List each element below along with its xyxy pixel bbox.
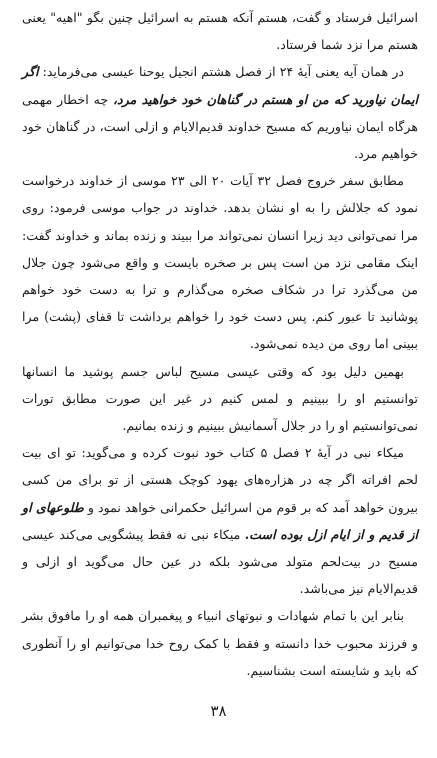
paragraph-2-emphasis: اگر ایمان نیاورید که من او هستم در گناهان خود خواهید مرد، xyxy=(22,64,418,107)
paragraph-4 xyxy=(22,358,418,440)
paragraph-2-text-a: در همان آیه یعنی آیهٔ ۲۴ از فصل هشتم انجیل یوحنا عیسی می‌فرماید: xyxy=(38,64,405,80)
paragraph-1-text: اسرائیل فرستاد و گفت، هستم آنکه هستم به اسرائیل چنین بگو "اهیه" یعنی هستم مرا نزد شما فرستاد. xyxy=(22,10,418,53)
paragraph-2-text-b: چه اخطار مهمی هرگاه ایمان نیاوریم که مسیح خداوند قدیم‌الایام و ازلی است، در گناهان خود خواهیم مرد. xyxy=(22,91,418,162)
paragraph-3-text: مطابق سفر خروج فصل ۳۲ آیات ۲۰ الی ۲۳ موسی از خداوند درخواست نمود که جلالش را به او نشان بدهد. خداوند در جواب موسی فرمود: روی مرا نمی‌توانی دید زیرا انسان نمی‌تواند مرا ببیند و زنده بماند و خداوند گفت: اینک مقامی نزد من است پس بر صخره بایست و واقع می‌شود چون جلال من می‌گذرد ترا در شکاف صخره می‌گذارم و ترا به دست خود خواهم پوشانید تا عبور کنم. پس دست خود را خواهم برداشت تا قفای (پشت) مرا ببینی اما روی من دیده نمی‌شود. xyxy=(22,173,418,352)
paragraph-5-emphasis: طلوعهای او از قدیم و از ایام ازل بوده است. xyxy=(22,499,419,542)
paragraph-5 xyxy=(22,439,418,602)
page-body xyxy=(22,4,418,684)
paragraph-3 xyxy=(22,167,418,357)
paragraph-2 xyxy=(22,58,418,167)
page-number: ۳۸ xyxy=(210,702,227,720)
paragraph-5-text-a: میکاء نبی در آیهٔ ۲ فصل ۵ کتاب خود نبوت کرده و می‌گوید: تو ای بیت لحم افراته اگر چه در هزاره‌های یهود کوچک هستی از تو برای من کسی بیرون خواهد آمد که بر قوم من اسرائیل حکمرانی خواهد نمود و xyxy=(22,445,418,515)
paragraph-5-text-b: میکاء نبی نه فقط پیشگویی می‌کند عیسی مسیح در بیت‌لحم متولد می‌شود بلکه در عین حال می‌گوید او ازلی و قدیم‌الایام نیز می‌باشد. xyxy=(22,526,418,597)
paragraph-4-text: بهمین دلیل بود که وقتی عیسی مسیح لباس جسم پوشید ما انسانها توانستیم او را ببینیم و لمس کنیم در غیر این صورت مطابق تورات نمی‌توانستیم او را در جلال آسمانیش ببینیم و زنده بمانیم. xyxy=(22,363,418,434)
paragraph-6-text: بنابر این با تمام شهادات و نبوتهای انبیاء و پیغمبران همه او را مافوق بشر و فرزند محبوب خدا دانسته و فقط با کمک روح خدا می‌توانیم او را آنطوری که باید و شایسته است بشناسیم. xyxy=(22,608,418,678)
paragraph-6 xyxy=(22,602,418,684)
paragraph-1 xyxy=(22,4,418,58)
